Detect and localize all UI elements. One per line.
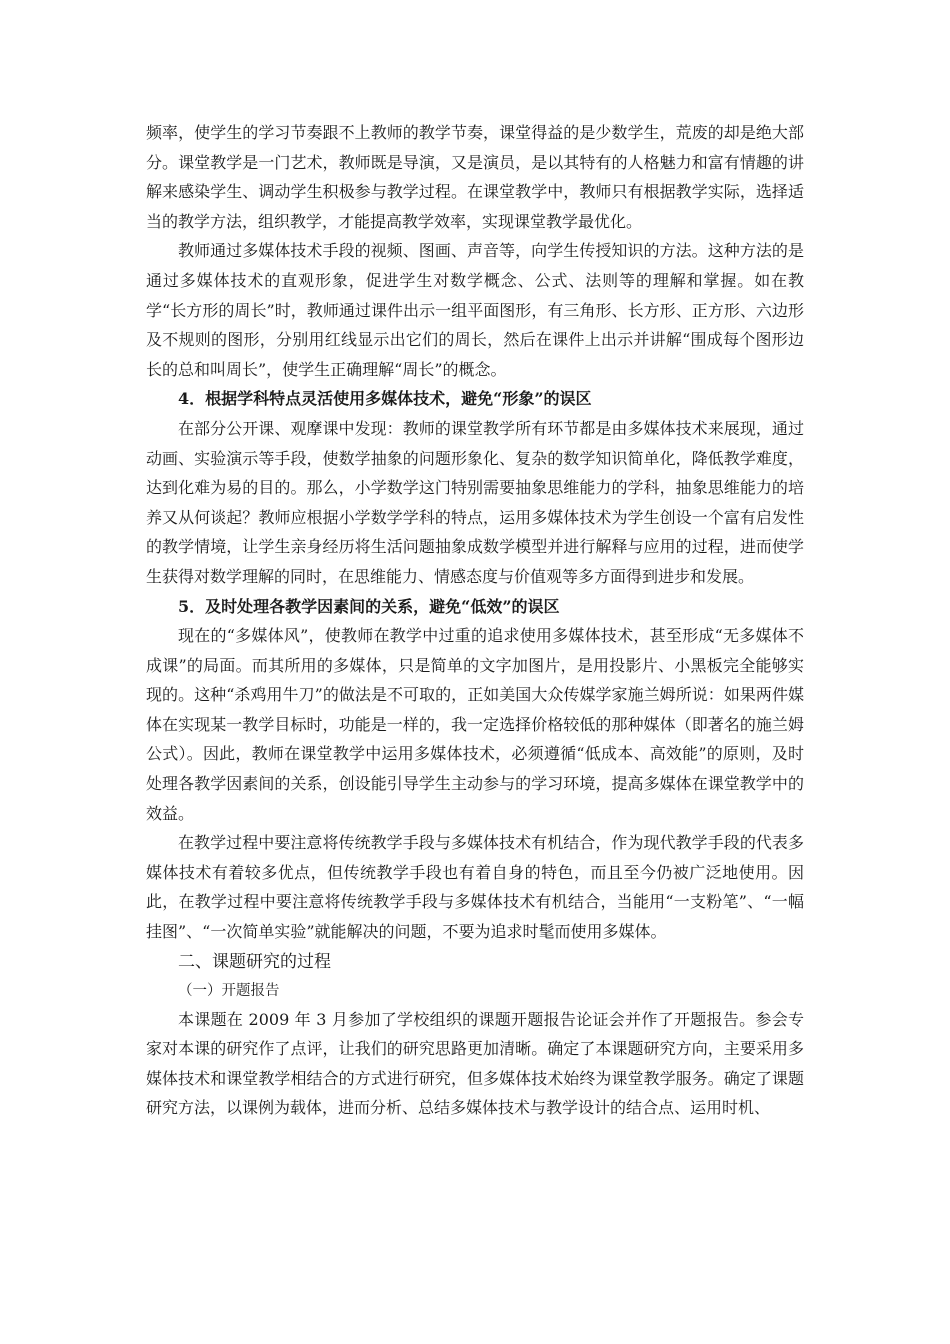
numbered-heading: 4．根据学科特点灵活使用多媒体技术，避免“形象”的误区: [178, 389, 592, 409]
numbered-heading: 5．及时处理各教学因素间的关系，避免“低效”的误区: [178, 596, 560, 616]
body-paragraph: 教师通过多媒体技术手段的视频、图画、声音等，向学生传授知识的方法。这种方法的是通过多媒体技术的直观形象，促进学生对数学概念、公式、法则等的理解和掌握。如在教学“长方形的周长”时，教师通过课件出示一组平面图形，有三角形、长方形、正方形、六边形及不规则的图形，分别用红线显示出它们的周长，然后在课件上出示并讲解“围成每个图形边长的总和叫周长”，使学生正确理解“周长”的概念。: [146, 241, 804, 379]
body-paragraph: 本课题在 2009 年 3 月参加了学校组织的课题开题报告论证会并作了开题报告。参会专家对本课的研究作了点评，让我们的研究思路更加清晰。确定了本课题研究方向，主要采用多媒体技术和课堂教学相结合的方式进行研究，但多媒体技术始终为课堂教学服务。确定了课题研究方法，以课例为载体，进而分析、总结多媒体技术与教学设计的结合点、运用时机、: [146, 1009, 804, 1118]
body-paragraph: 频率，使学生的学习节奏跟不上教师的教学节奏，课堂得益的是少数学生，荒废的却是绝大部分。课堂教学是一门艺术，教师既是导演，又是演员，是以其特有的人格魅力和富有情趣的讲解来感染学生、调动学生积极参与教学过程。在课堂教学中，教师只有根据教学实际，选择适当的教学方法，组织教学，才能提高教学效率，实现课堂教学最优化。: [146, 123, 804, 231]
section-heading: 二、课题研究的过程: [178, 951, 331, 972]
body-paragraph: 在部分公开课、观摩课中发现：教师的课堂教学所有环节都是由多媒体技术来展现，通过动画、实验演示等手段，使数学抽象的问题形象化、复杂的数学知识简单化，降低教学难度，达到化难为易的目的。那么，小学数学这门特别需要抽象思维能力的学科，抽象思维能力的培养又从何谈起？教师应根据小学数学学科的特点，运用多媒体技术为学生创设一个富有启发性的教学情境，让学生亲身经历将生活问题抽象成数学模型并进行解释与应用的过程，进而使学生获得对数学理解的同时，在思维能力、情感态度与价值观等多方面得到进步和发展。: [146, 418, 804, 586]
body-paragraph: 在教学过程中要注意将传统教学手段与多媒体技术有机结合，作为现代教学手段的代表多媒体技术有着较多优点，但传统教学手段也有着自身的特色，而且至今仍被广泛地使用。因此，在教学过程中要注意将传统教学手段与多媒体技术有机结合，当能用“一支粉笔”、“一幅挂图”、“一次简单实验”就能解决的问题，不要为追求时髦而使用多媒体。: [146, 833, 804, 942]
body-paragraph: 现在的“多媒体风”，使教师在教学中过重的追求使用多媒体技术，甚至形成“无多媒体不成课”的局面。而其所用的多媒体，只是简单的文字加图片，是用投影片、小黑板完全能够实现的。这种“杀鸡用牛刀”的做法是不可取的，正如美国大众传媒学家施兰姆所说：如果两件媒体在实现某一教学目标时，功能是一样的，我一定选择价格较低的那种媒体（即著名的施兰姆公式）。因此，教师在课堂教学中运用多媒体技术，必须遵循“低成本、高效能”的原则，及时处理各教学因素间的关系，创设能引导学生主动参与的学习环境，提高多媒体在课堂教学中的效益。: [146, 626, 804, 823]
subsection-heading: （一）开题报告: [178, 982, 280, 999]
